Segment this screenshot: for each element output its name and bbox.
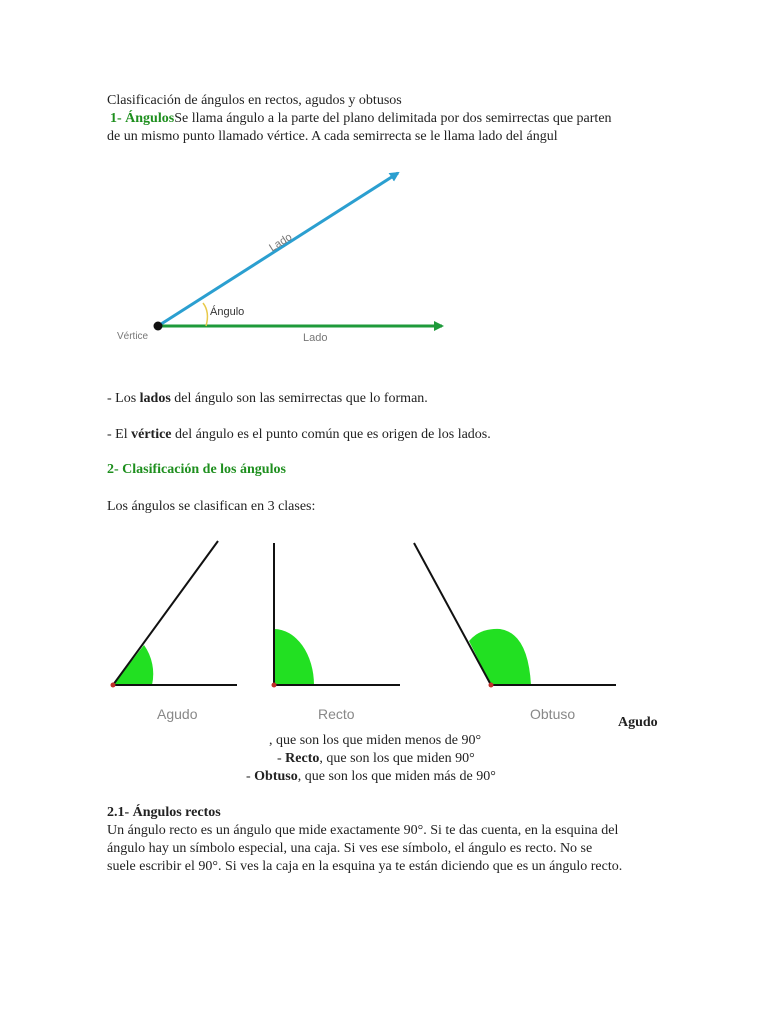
vertice-suffix: del ángulo es el punto común que es origen de los lados. xyxy=(171,427,491,442)
acute-angle-diagram xyxy=(111,541,238,722)
right-fill xyxy=(274,629,314,685)
document-title: Clasificación de ángulos en rectos, agudos y obtusos xyxy=(107,93,402,108)
angle-arc xyxy=(203,303,207,326)
lados-suffix: del ángulo son las semirrectas que lo forman. xyxy=(170,391,428,406)
section21-heading-text: 2.1- Ángulos rectos xyxy=(107,805,221,820)
vertice-line xyxy=(107,426,491,444)
recto-line xyxy=(277,750,475,768)
label-agudo: Agudo xyxy=(157,706,198,722)
vertex-point xyxy=(154,322,163,331)
recto-prefix: - xyxy=(277,751,286,766)
right-vertex xyxy=(272,683,277,688)
agudo-line: , que son los que miden menos de 90° xyxy=(269,733,482,748)
label-lado-bottom: Lado xyxy=(303,332,328,344)
recto-text: , que son los que miden 90° xyxy=(319,751,475,766)
label-recto: Recto xyxy=(318,706,355,722)
label-vertice: Vértice xyxy=(117,331,149,342)
lados-bold: lados xyxy=(139,391,171,406)
section21-heading xyxy=(107,804,221,822)
recto-bold: Recto xyxy=(285,751,320,766)
section1-heading: 1- Ángulos xyxy=(110,111,175,126)
acute-ray xyxy=(113,541,218,685)
label-lado-top: Lado xyxy=(267,231,295,255)
obtuse-fill xyxy=(469,629,531,685)
lados-line xyxy=(107,390,428,408)
label-angulo: Ángulo xyxy=(210,306,245,318)
section1-text: Se llama ángulo a la parte del plano delimitada por dos semirrectas que parten xyxy=(174,111,612,126)
acute-vertex xyxy=(111,683,116,688)
label-obtuso: Obtuso xyxy=(530,706,576,722)
section1-line2: de un mismo punto llamado vértice. A cada semirrecta se le llama lado del ángul xyxy=(107,129,558,144)
obtuso-line xyxy=(246,768,496,786)
obtuso-text: , que son los que miden más de 90° xyxy=(297,769,496,784)
section2-heading: 2- Clasificación de los ángulos xyxy=(107,462,286,477)
right-angle-diagram xyxy=(272,543,401,722)
vertice-bold: vértice xyxy=(131,427,172,442)
obtuso-prefix: - xyxy=(246,769,255,784)
obtuso-bold: Obtuso xyxy=(254,769,298,784)
agudo-bold-label xyxy=(618,714,658,732)
agudo-bold: Agudo xyxy=(618,715,658,730)
section2-intro: Los ángulos se clasifican en 3 clases: xyxy=(107,499,316,514)
lados-prefix: - Los xyxy=(107,391,140,406)
obtuse-ray xyxy=(414,543,491,685)
obtuse-vertex xyxy=(489,683,494,688)
section21-p1: Un ángulo recto es un ángulo que mide exactamente 90°. Si te das cuenta, en la esquina del xyxy=(107,823,619,838)
obtuse-angle-diagram xyxy=(414,543,616,722)
section21-p3: suele escribir el 90°. Si ves la caja en la esquina ya te están diciendo que es un ángulo recto. xyxy=(107,859,623,874)
section21-p2: ángulo hay un símbolo especial, una caja. Si ves ese símbolo, el ángulo es recto. No se xyxy=(107,841,593,856)
vertice-prefix: - El xyxy=(107,427,132,442)
acute-fill xyxy=(113,645,153,685)
